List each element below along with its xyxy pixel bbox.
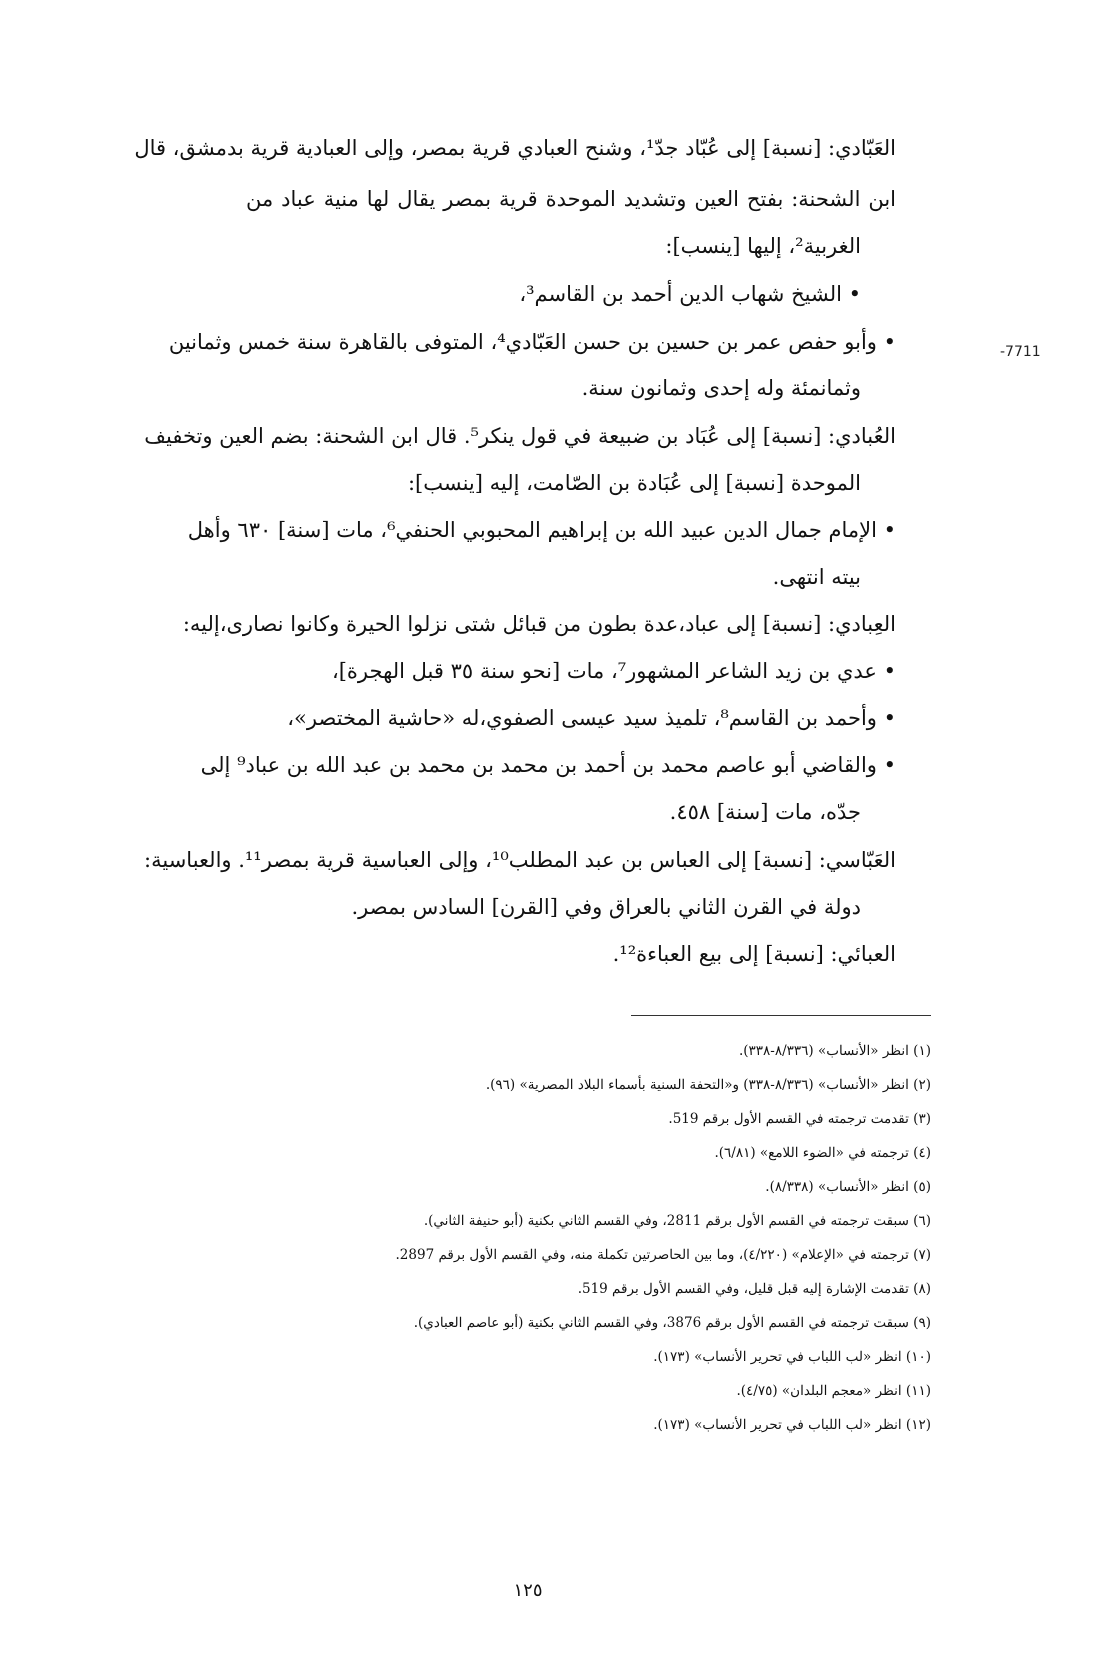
footnote: (٤) ترجمته في «الضوء اللامع» (٦/٨١). (714, 1145, 931, 1161)
body-line: • الشيخ شهاب الدين أحمد بن القاسم³، (519, 282, 861, 306)
body-line: ابن الشحنة: بفتح العين وتشديد الموحدة قرية بمصر يقال لها منية عباد من (246, 187, 896, 211)
body-line: العِبادي: [نسبة] إلى عباد،عدة بطون من قبائل شتى نزلوا الحيرة وكانوا نصارى،إليه: (182, 612, 896, 636)
body-line: • والقاضي أبو عاصم محمد بن أحمد بن محمد بن محمد بن عبد الله بن عباد⁹ إلى (200, 753, 896, 777)
footnote: (٩) سبقت ترجمته في القسم الأول برقم 3876، وفي القسم الثاني بكنية (أبو عاصم العبادي). (413, 1315, 931, 1331)
page-number: ١٢٥ (513, 1580, 543, 1601)
footnote: (٨) تقدمت الإشارة إليه قبل قليل، وفي القسم الأول برقم 519. (577, 1281, 931, 1297)
body-line: • وأحمد بن القاسم⁸، تلميذ سيد عيسى الصفوي،له «حاشية المختصر»، (287, 706, 896, 730)
body-line: العَبّادي: [نسبة] إلى عُبّاد جدّ¹، وشنح العبادي قرية بمصر، وإلى العبادية قرية بدمشق، قال (134, 136, 896, 160)
footnote-separator (631, 1015, 931, 1016)
body-line: العَبّاسي: [نسبة] إلى العباس بن عبد المطلب¹⁰، وإلى العباسية قرية بمصر¹¹. والعباسية: (144, 848, 896, 872)
body-line: العبائي: [نسبة] إلى بيع العباءة¹². (612, 942, 896, 966)
footnote: (٢) انظر «الأنساب» (٨/٣٣٦-٣٣٨) و«التحفة السنية بأسماء البلاد المصرية» (٩٦). (485, 1077, 931, 1093)
margin-entry-number: -7711 (1000, 344, 1041, 360)
footnote: (١٢) انظر «لب اللباب في تحرير الأنساب» (١٧٣). (653, 1417, 931, 1433)
body-line: • وأبو حفص عمر بن حسين بن حسن العَبّادي⁴، المتوفى بالقاهرة سنة خمس وثمانين (168, 330, 896, 354)
body-line: دولة في القرن الثاني بالعراق وفي [القرن] السادس بمصر. (351, 895, 861, 919)
footnote: (١) انظر «الأنساب» (٨/٣٣٦-٣٣٨). (738, 1043, 931, 1059)
footnote: (٧) ترجمته في «الإعلام» (٤/٢٢٠)، وما بين الحاصرتين تكملة منه، وفي القسم الأول برقم 2897. (395, 1247, 931, 1263)
footnote: (٥) انظر «الأنساب» (٨/٣٣٨). (765, 1179, 931, 1195)
footnote: (١١) انظر «معجم البلدان» (٤/٧٥). (736, 1383, 931, 1399)
footnote: (٦) سبقت ترجمته في القسم الأول برقم 2811، وفي القسم الثاني بكنية (أبو حنيفة الثاني). (423, 1213, 931, 1229)
body-line: وثمانمئة وله إحدى وثمانون سنة. (581, 376, 861, 400)
footnote: (١٠) انظر «لب اللباب في تحرير الأنساب» (١٧٣). (653, 1349, 931, 1365)
body-line: جدّه، مات [سنة] ٤٥٨. (669, 800, 861, 824)
body-line: • عدي بن زيد الشاعر المشهور⁷، مات [نحو سنة ٣٥ قبل الهجرة]، (331, 659, 896, 683)
footnote: (٣) تقدمت ترجمته في القسم الأول برقم 519. (668, 1111, 931, 1127)
body-line: الموحدة [نسبة] إلى عُبَادة بن الصّامت، إليه [ينسب]: (407, 471, 861, 495)
body-line: العُبادي: [نسبة] إلى عُبَاد بن ضبيعة في قول ينكر⁵. قال ابن الشحنة: بضم العين وتخفيف (144, 424, 896, 448)
body-line: الغربية²، إليها [ينسب]: (665, 234, 861, 258)
body-line: • الإمام جمال الدين عبيد الله بن إبراهيم المحبوبي الحنفي⁶، مات [سنة] ٦٣٠ وأهل (187, 518, 896, 542)
body-line: بيته انتهى. (772, 565, 861, 589)
